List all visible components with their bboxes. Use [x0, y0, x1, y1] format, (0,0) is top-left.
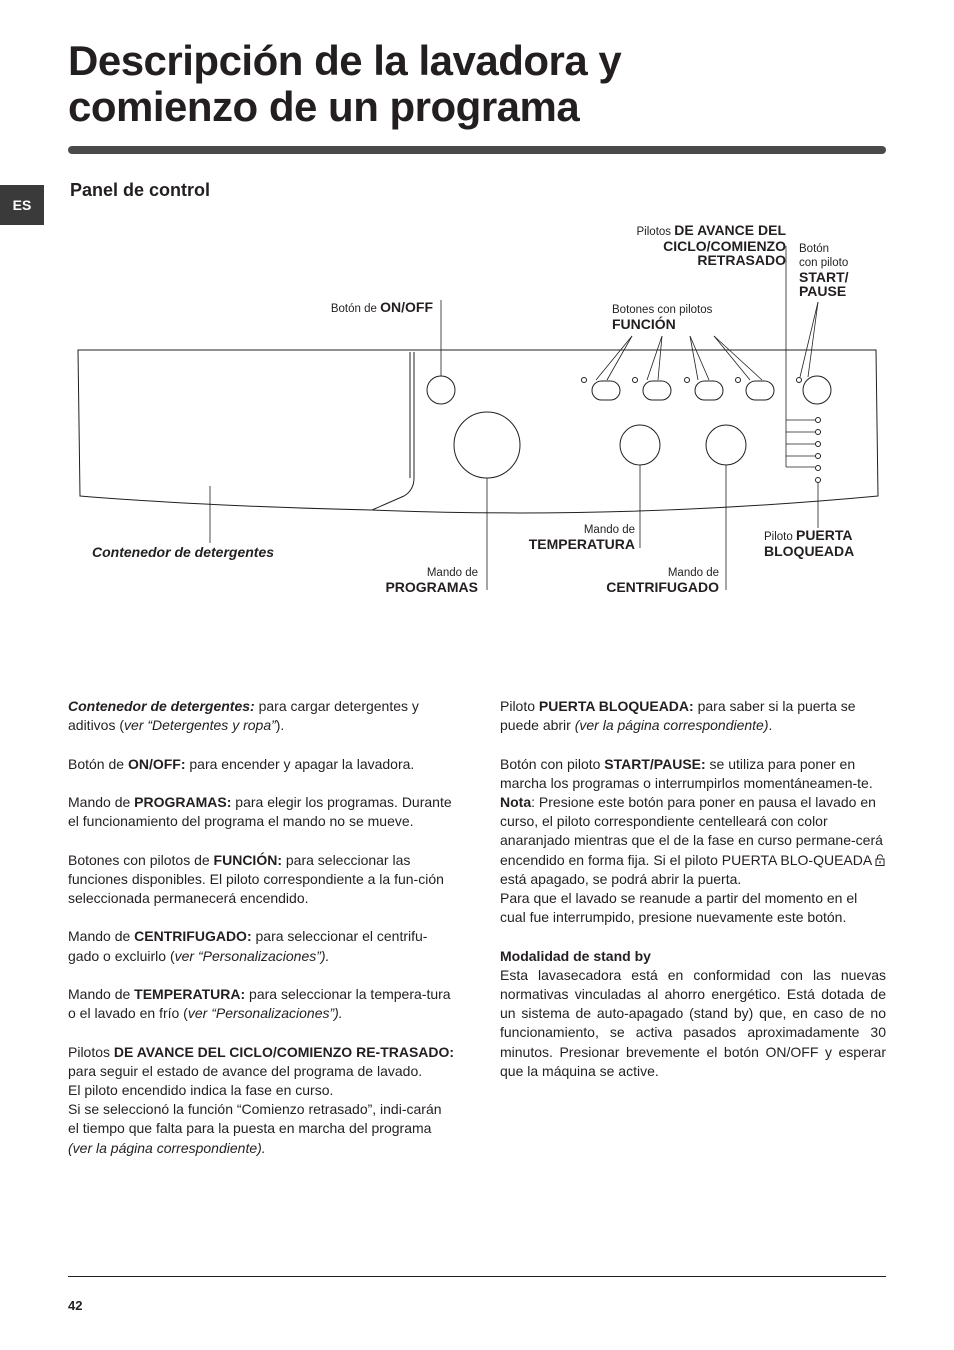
- label-start-pause: Botón con piloto START/ PAUSE: [799, 243, 849, 299]
- title-line-1: Descripción de la lavadora y: [68, 37, 622, 84]
- progress-led-5: [816, 466, 821, 471]
- label-funcion: Botones con pilotos FUNCIÓN: [612, 304, 713, 332]
- function-button-shape-4: [746, 381, 774, 400]
- footer-divider: [68, 1276, 886, 1277]
- function-button-shape-1: [592, 381, 620, 400]
- progress-led-1: [816, 418, 821, 423]
- language-tab: ES: [0, 185, 44, 225]
- desc-puerta-bloqueada: Piloto PUERTA BLOQUEADA: para saber si la puerta se puede abrir (ver la página correspondiente).: [500, 698, 856, 734]
- progress-led-4: [816, 454, 821, 459]
- desc-pilotos-avance-2: El piloto encendido indica la fase en curso.: [68, 1081, 334, 1098]
- label-pilotos-avance: Pilotos DE AVANCE DEL CICLO/COMIENZO RETRASADO: [636, 222, 786, 268]
- label-programas: Mando de PROGRAMAS: [385, 567, 478, 595]
- function-led-2: [633, 378, 638, 383]
- progress-led-3: [816, 442, 821, 447]
- desc-start-pause-3: Para que el lavado se reanude a partir del momento en el cual fue interrumpido, presione nuevamente este botón.: [500, 890, 858, 926]
- function-led-4: [736, 378, 741, 383]
- function-button-shape-3: [695, 381, 723, 400]
- desc-programas: Mando de PROGRAMAS: para elegir los programas. Durante el funcionamiento del programa el mando no se mueve.: [68, 793, 452, 830]
- desc-funcion: Botones con pilotos de FUNCIÓN: para seleccionar las funciones disponibles. El piloto correspondiente a la fun-ción seleccionada permanecerá encendido.: [68, 851, 444, 906]
- standby-text: Esta lavasecadora está en conformidad con las nuevas normativas vinculadas al ahorro energético. Está dotada de un sistema de auto-apagado (stand by) que, en caso de no funcionamiento, se activa pasados aproximadamente 30 minutos. Presionar brevemente el botón ON/OFF y esperar que la máquina se active.: [500, 966, 886, 1079]
- desc-centrifugado: Mando de CENTRIFUGADO: para seleccionar el centrifu-gado o excluirlo (ver “Personalizaciones”).: [68, 928, 428, 964]
- on-off-button-shape: [427, 376, 455, 404]
- desc-on-off: Botón de ON/OFF: para encender y apagar la lavadora.: [68, 755, 415, 772]
- label-contenedor: Contenedor de detergentes: [92, 544, 275, 560]
- detergent-drawer-edge: [372, 352, 414, 510]
- standby-heading: Modalidad de stand by: [500, 947, 651, 964]
- spin-knob-shape: [706, 425, 746, 465]
- function-led-1: [582, 378, 587, 383]
- lock-open-icon: [875, 854, 885, 866]
- desc-start-pause-nota: Nota: Presione este botón para poner en pausa el lavado en curso, el piloto correspondiente centelleará con color anaranjado mientras que el de la fase en curso permane-cerá encendido en forma fija. Si el piloto PUERTA BLO-QUEADA está apagado, se podrá abrir la puerta.: [500, 793, 886, 889]
- start-pause-button-shape: [803, 376, 831, 404]
- start-pause-led: [797, 378, 802, 383]
- function-led-3: [685, 378, 690, 383]
- left-column: [68, 697, 455, 1158]
- programs-knob-shape: [454, 412, 520, 478]
- function-button-shape-2: [643, 381, 671, 400]
- label-centrifugado: Mando de CENTRIFUGADO: [606, 567, 719, 595]
- temperature-knob-shape: [620, 425, 660, 465]
- panel-outline: [78, 350, 878, 513]
- desc-pilotos-avance: Pilotos DE AVANCE DEL CICLO/COMIENZO RE-TRASADO: para seguir el estado de avance del programa de lavado.: [68, 1043, 455, 1079]
- section-title: Panel de control: [70, 180, 211, 200]
- desc-start-pause: Botón con piloto START/PAUSE: se utiliza para poner en marcha los programas o interrumpirlos momentáneamen-te.: [500, 755, 873, 791]
- label-temperatura: Mando de TEMPERATURA: [528, 524, 635, 552]
- title-line-2: comienzo de un programa: [68, 83, 580, 130]
- desc-contenedor: Contenedor de detergentes: para cargar detergentes y aditivos (ver “Detergentes y ropa”).: [68, 698, 419, 734]
- door-lock-led: [816, 478, 821, 483]
- desc-temperatura: Mando de TEMPERATURA: para seleccionar la tempera-tura o el lavado en frío (ver “Personalizaciones”).: [68, 985, 451, 1022]
- leader-lines: [210, 246, 818, 590]
- progress-led-2: [816, 430, 821, 435]
- page-number: 42: [68, 1298, 83, 1313]
- desc-pilotos-avance-3: Si se seleccionó la función “Comienzo retrasado”, indi-carán el tiempo que falta para la puesta en marcha del programa (ver la página correspondiente).: [68, 1101, 442, 1156]
- label-puerta-bloqueada: Piloto PUERTA BLOQUEADA: [764, 527, 855, 559]
- label-on-off: Botón de ON/OFF: [330, 299, 433, 315]
- right-column: [500, 697, 886, 1081]
